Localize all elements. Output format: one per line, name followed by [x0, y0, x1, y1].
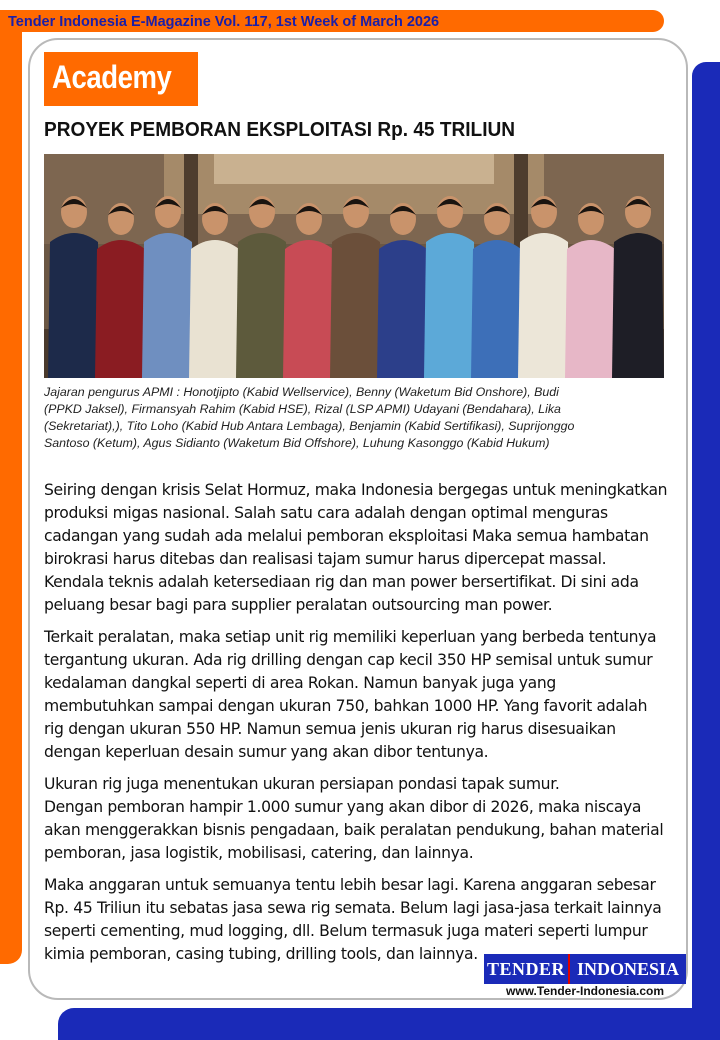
right-blue-bar	[692, 62, 720, 1040]
text-line: Dengan pemboran hampir 1.000 sumur yang akan dibor di 2026, maka niscaya	[44, 798, 642, 816]
logo-url-link[interactable]: www.Tender-Indonesia.com	[505, 984, 665, 998]
person-body	[142, 233, 194, 378]
text-line: kimia pemboran, casing tubing, drilling tools, dan lainnya.	[44, 945, 478, 963]
paragraph-1	[44, 479, 694, 617]
caption-line: (PPKD Jaksel), Firmansyah Rahim (Kabid HSE), Rizal (LSP APMI) Udayani (Bendahara), Lika	[44, 402, 561, 416]
logo-word-indonesia: INDONESIA	[570, 954, 686, 984]
text-line: cadangan yang sudah ada melalui pemboran eksploitasi Maka semua hambatan	[44, 527, 649, 545]
person-body	[612, 233, 664, 378]
text-line: seperti cementing, mud logging, dll. Belum termasuk juga materi seperti lumpur	[44, 922, 648, 940]
text-line: Seiring dengan krisis Selat Hormuz, maka Indonesia bergegas untuk meningkatkan	[44, 481, 668, 499]
caption-line: Jajaran pengurus APMI : Honotjipto (Kabid Wellservice), Benny (Waketum Bid Onshore), Budi	[44, 385, 559, 399]
person-body	[377, 240, 429, 378]
text-line: tergantung ukuran. Ada rig drilling dengan cap kecil 350 HP semisal untuk sumur	[44, 651, 653, 669]
paragraph-3	[44, 773, 694, 865]
tender-indonesia-logo[interactable]	[484, 954, 686, 1004]
text-line: kedalaman dangkal seperti di area Rokan. Namun banyak juga yang	[44, 674, 556, 692]
text-line: Ukuran rig juga menentukan ukuran persiapan pondasi tapak sumur.	[44, 775, 560, 793]
person-body	[424, 233, 476, 378]
logo-wordmark	[484, 954, 686, 984]
text-line: akan menggerakkan bisnis pengadaan, baik peralatan pendukung, bahan material	[44, 821, 664, 839]
person-body	[518, 233, 570, 378]
text-line: produksi migas nasional. Salah satu cara adalah dengan optimal menguras	[44, 504, 608, 522]
paragraph-4	[44, 874, 694, 966]
person-body	[189, 240, 241, 378]
caption-line: Santoso (Ketum), Agus Sidianto (Waketum Bid Offshore), Luhung Kasonggo (Kabid Hukum)	[44, 436, 550, 450]
text-line: Rp. 45 Triliun itu sebatas jasa sewa rig semata. Belum lagi jasa-jasa terkait lainnya	[44, 899, 662, 917]
logo-word-tender: TENDER	[484, 954, 568, 984]
group-photo	[44, 154, 664, 378]
text-line: Maka anggaran untuk semuanya tentu lebih besar lagi. Karena anggaran sebesar	[44, 876, 656, 894]
text-line: Kendala teknis adalah ketersediaan rig dan man power bersertifikat. Di sini ada	[44, 573, 639, 591]
magazine-header: Tender Indonesia E-Magazine Vol. 117, 1st Week of March 2026	[8, 14, 440, 30]
text-line: dengan keperluan desain sumur yang akan dibor tentunya.	[44, 743, 489, 761]
article-headline: PROYEK PEMBORAN EKSPLOITASI Rp. 45 TRILIUN	[44, 118, 516, 141]
person-body	[330, 233, 382, 378]
person-body	[236, 233, 288, 378]
person-body	[283, 240, 335, 378]
text-line: birokrasi harus ditebas dan realisasi tajam sumur harus dipercepat massal.	[44, 550, 607, 568]
section-label: Academy	[52, 59, 172, 95]
section-badge	[44, 52, 198, 106]
left-orange-bar	[0, 20, 22, 964]
person-body	[471, 240, 523, 378]
paragraph-2	[44, 626, 694, 764]
text-line: pemboran, jasa logistik, mobilisasi, catering, dan lainnya.	[44, 844, 474, 862]
person-body	[48, 233, 100, 378]
caption-line: (Sekretariat),), Tito Loho (Kabid Hub Antara Lembaga), Benjamin (Kabid Sertifikasi), Suprijonggo	[44, 419, 575, 433]
text-line: rig dengan ukuran 550 HP. Namun semua jenis ukuran rig harus disesuaikan	[44, 720, 616, 738]
text-line: membutuhkan sampai dengan ukuran 750, bahkan 1000 HP. Yang favorit adalah	[44, 697, 648, 715]
text-line: Terkait peralatan, maka setiap unit rig memiliki keperluan yang berbeda tentunya	[44, 628, 657, 646]
person-body	[565, 240, 617, 378]
photo-caption	[44, 384, 664, 452]
person-body	[95, 240, 147, 378]
text-line: peluang besar bagi para supplier peralatan outsourcing man power.	[44, 596, 553, 614]
bottom-blue-bar	[58, 1008, 720, 1040]
